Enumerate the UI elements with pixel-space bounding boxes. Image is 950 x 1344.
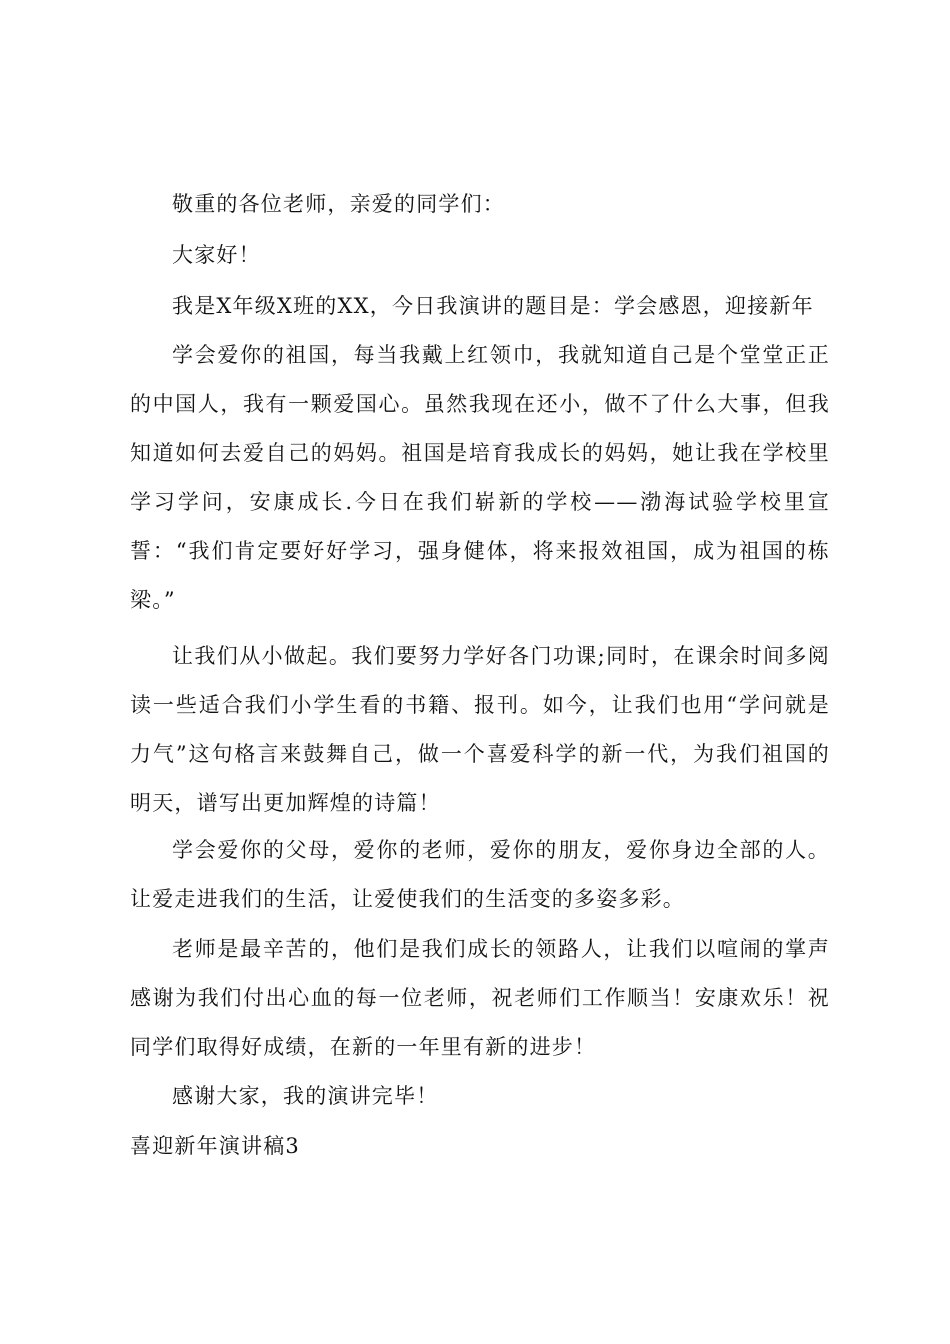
closing-line: 感谢大家，我的演讲完毕！ [172, 1084, 439, 1108]
next-section-title: 喜迎新年演讲稿3 [130, 1134, 300, 1158]
paragraph-thank-teachers: 老师是最辛苦的，他们是我们成长的领路人，让我们以喧闹的掌声感谢为我们付出心血的每一位老师，祝老师们工作顺当！安康欢乐！祝同学们取得好成绩，在新的一年里有新的进步！ [130, 937, 830, 1059]
paragraph-love-people: 学会爱你的父母，爱你的老师，爱你的朋友，爱你身边全部的人。让爱走进我们的生活，让爱使我们的生活变的多姿多彩。 [130, 838, 830, 911]
hello-line: 大家好！ [172, 243, 261, 267]
paragraph-love-motherland: 学会爱你的祖国，每当我戴上红领巾，我就知道自己是个堂堂正正的中国人，我有一颗爱国心。虽然我现在还小，做不了什么大事，但我知道如何去爱自己的妈妈。祖国是培育我成长的妈妈，她让我在学校里学习学问，安康成长.今日在我们崭新的学校——渤海试验学校里宣誓：“我们肯定要好好学习，强身健体，将来报效祖国，成为祖国的栋梁。” [130, 343, 830, 612]
intro-line: 我是X年级X班的XX，今日我演讲的题目是：学会感恩，迎接新年 [172, 294, 814, 318]
greeting-line: 敬重的各位老师，亲爱的同学们： [172, 192, 505, 216]
paragraph-study-hard: 让我们从小做起。我们要努力学好各门功课;同时，在课余时间多阅读一些适合我们小学生看的书籍、报刊。如今，让我们也用“学问就是力气”这句格言来鼓舞自己，做一个喜爱科学的新一代，为我们祖国的明天，谱写出更加辉煌的诗篇！ [130, 644, 830, 815]
